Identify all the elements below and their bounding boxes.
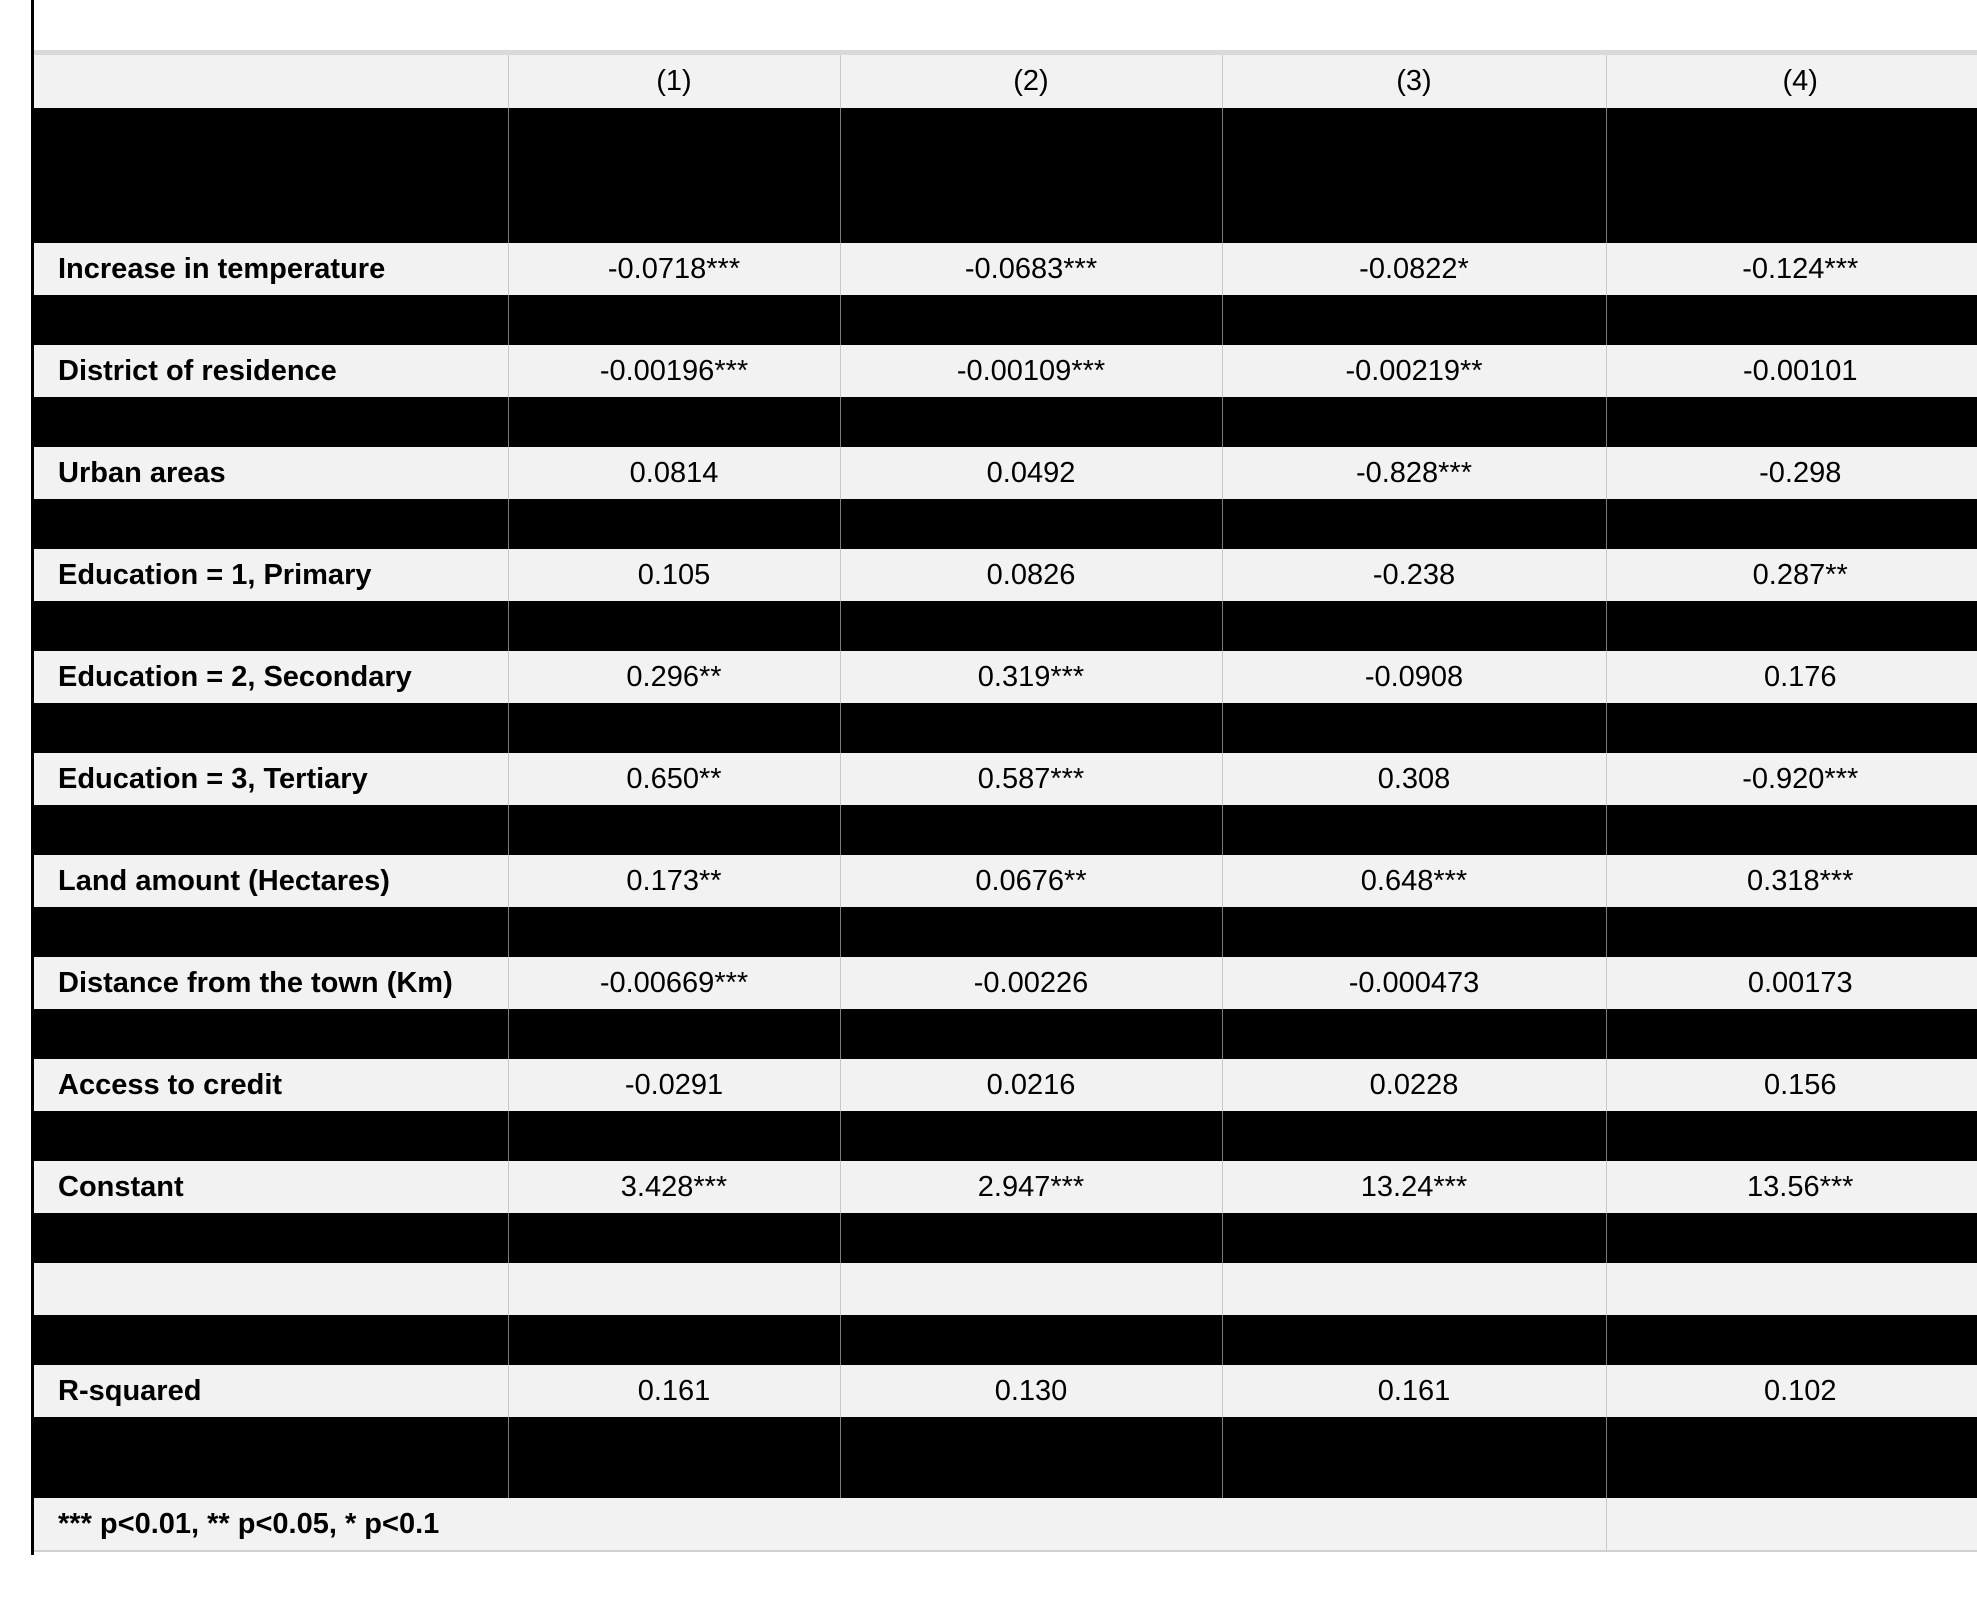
coef-cell: -0.828*** xyxy=(1222,447,1606,499)
redacted-row xyxy=(34,1315,1977,1365)
redacted-row xyxy=(34,601,1977,651)
coef-cell: 0.130 xyxy=(840,1365,1222,1417)
table-row xyxy=(34,1059,1977,1111)
regression-results-table xyxy=(34,55,1977,1552)
row-label: Distance from the town (Km) xyxy=(34,957,508,1009)
coef-cell: -0.0908 xyxy=(1222,651,1606,703)
coef-cell: 0.0228 xyxy=(1222,1059,1606,1111)
header-cell-stub xyxy=(34,55,508,108)
coef-cell: 13.24*** xyxy=(1222,1161,1606,1213)
row-label: R-squared xyxy=(34,1365,508,1417)
note-empty-cell xyxy=(1606,1498,1977,1551)
coef-cell: 0.648*** xyxy=(1222,855,1606,907)
coef-cell: 0.319*** xyxy=(840,651,1222,703)
coef-cell: 0.308 xyxy=(1222,753,1606,805)
redacted-row xyxy=(34,499,1977,549)
header-cell-model-3: (3) xyxy=(1222,55,1606,108)
redacted-row xyxy=(34,1417,1977,1498)
coef-cell xyxy=(508,1263,840,1315)
coef-cell: -0.00219** xyxy=(1222,345,1606,397)
row-label: Urban areas xyxy=(34,447,508,499)
coef-cell: -0.00196*** xyxy=(508,345,840,397)
table-row xyxy=(34,549,1977,601)
header-row xyxy=(34,55,1977,108)
row-label: Constant xyxy=(34,1161,508,1213)
row-label: Education = 2, Secondary xyxy=(34,651,508,703)
coef-cell: -0.298 xyxy=(1606,447,1977,499)
coef-cell: 0.156 xyxy=(1606,1059,1977,1111)
coef-cell: 0.0814 xyxy=(508,447,840,499)
coef-cell: 0.173** xyxy=(508,855,840,907)
table-row xyxy=(34,855,1977,907)
table-row xyxy=(34,345,1977,397)
row-label: Land amount (Hectares) xyxy=(34,855,508,907)
coef-cell: -0.00226 xyxy=(840,957,1222,1009)
coef-cell: 0.0826 xyxy=(840,549,1222,601)
coef-cell xyxy=(1606,1263,1977,1315)
coef-cell: 0.00173 xyxy=(1606,957,1977,1009)
coef-cell: -0.0718*** xyxy=(508,243,840,295)
table-row xyxy=(34,1263,1977,1315)
coef-cell: 0.0676** xyxy=(840,855,1222,907)
redacted-row xyxy=(34,805,1977,855)
coef-cell: -0.124*** xyxy=(1606,243,1977,295)
row-label: Access to credit xyxy=(34,1059,508,1111)
coef-cell: -0.0822* xyxy=(1222,243,1606,295)
redacted-row xyxy=(34,108,1977,243)
redacted-row xyxy=(34,1009,1977,1059)
table-row xyxy=(34,651,1977,703)
row-label: Education = 1, Primary xyxy=(34,549,508,601)
table-row xyxy=(34,753,1977,805)
coef-cell: -0.00101 xyxy=(1606,345,1977,397)
coef-cell: 0.102 xyxy=(1606,1365,1977,1417)
coef-cell: 0.105 xyxy=(508,549,840,601)
significance-note: *** p<0.01, ** p<0.05, * p<0.1 xyxy=(34,1498,1606,1551)
coef-cell: 2.947*** xyxy=(840,1161,1222,1213)
coef-cell: -0.920*** xyxy=(1606,753,1977,805)
coef-cell: 0.161 xyxy=(1222,1365,1606,1417)
row-label: Education = 3, Tertiary xyxy=(34,753,508,805)
coef-cell: 0.161 xyxy=(508,1365,840,1417)
coef-cell: 0.650** xyxy=(508,753,840,805)
table-row xyxy=(34,447,1977,499)
header-cell-model-2: (2) xyxy=(840,55,1222,108)
coef-cell: 0.296** xyxy=(508,651,840,703)
redacted-row xyxy=(34,1213,1977,1263)
redacted-row xyxy=(34,397,1977,447)
table-row xyxy=(34,243,1977,295)
redacted-row xyxy=(34,703,1977,753)
coef-cell xyxy=(1222,1263,1606,1315)
table-row xyxy=(34,957,1977,1009)
redacted-row xyxy=(34,295,1977,345)
coef-cell: -0.238 xyxy=(1222,549,1606,601)
table-row xyxy=(34,1161,1977,1213)
coef-cell: 13.56*** xyxy=(1606,1161,1977,1213)
table-row xyxy=(34,1365,1977,1417)
coef-cell: 0.318*** xyxy=(1606,855,1977,907)
redacted-row xyxy=(34,1111,1977,1161)
coef-cell: 3.428*** xyxy=(508,1161,840,1213)
redacted-row xyxy=(34,907,1977,957)
significance-note-row xyxy=(34,1498,1977,1551)
coef-cell: -0.0683*** xyxy=(840,243,1222,295)
coef-cell: -0.0291 xyxy=(508,1059,840,1111)
coef-cell: 0.0216 xyxy=(840,1059,1222,1111)
row-label: District of residence xyxy=(34,345,508,397)
coef-cell: 0.176 xyxy=(1606,651,1977,703)
coef-cell: 0.0492 xyxy=(840,447,1222,499)
header-cell-model-1: (1) xyxy=(508,55,840,108)
coef-cell: 0.587*** xyxy=(840,753,1222,805)
row-label xyxy=(34,1263,508,1315)
coef-cell xyxy=(840,1263,1222,1315)
coef-cell: -0.00109*** xyxy=(840,345,1222,397)
coef-cell: 0.287** xyxy=(1606,549,1977,601)
coef-cell: -0.000473 xyxy=(1222,957,1606,1009)
coef-cell: -0.00669*** xyxy=(508,957,840,1009)
row-label: Increase in temperature xyxy=(34,243,508,295)
header-cell-model-4: (4) xyxy=(1606,55,1977,108)
